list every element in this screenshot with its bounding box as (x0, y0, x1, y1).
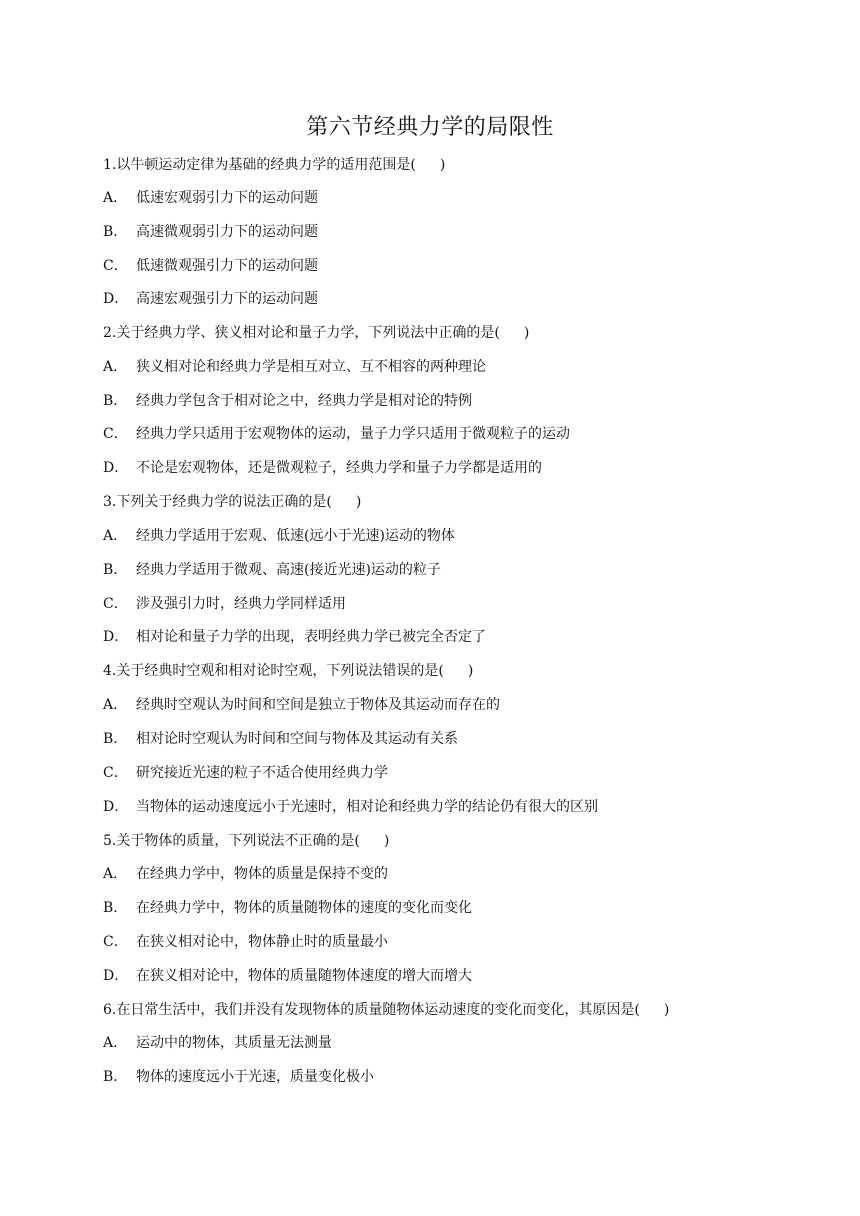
option-text: 在狭义相对论中，物体的质量随物体速度的增大而增大 (136, 968, 472, 984)
option-letter: A． (103, 866, 128, 882)
question-2-option-d (103, 458, 542, 478)
question-3-option-b (103, 560, 441, 580)
question-1-option-a (103, 188, 318, 208)
question-stem-text: 6.在日常生活中，我们并没有发现物体的质量随物体运动速度的变化而变化，其原因是( (103, 1002, 640, 1018)
option-letter: D． (103, 799, 129, 815)
question-6-option-a (103, 1033, 332, 1053)
option-letter: C． (103, 934, 128, 950)
option-letter: B． (103, 1069, 128, 1085)
question-4-option-c (103, 763, 388, 783)
option-text: 高速微观弱引力下的运动问题 (136, 224, 318, 240)
option-letter: A． (103, 359, 128, 375)
question-5-option-a (103, 864, 388, 884)
question-1-stem (103, 155, 445, 175)
question-3-option-d (103, 627, 486, 647)
question-4-option-a (103, 695, 500, 715)
question-4-option-b (103, 729, 458, 749)
option-letter: A． (103, 697, 128, 713)
question-1-option-d (103, 289, 318, 309)
option-text: 不论是宏观物体，还是微观粒子，经典力学和量子力学都是适用的 (136, 460, 542, 476)
option-text: 涉及强引力时，经典力学同样适用 (136, 596, 346, 612)
question-5-stem (103, 831, 389, 851)
option-text: 高速宏观强引力下的运动问题 (136, 291, 318, 307)
answer-paren-close: ) (439, 157, 446, 173)
option-letter: B． (103, 562, 128, 578)
option-letter: D． (103, 968, 129, 984)
option-letter: D． (103, 460, 129, 476)
option-letter: D． (103, 291, 129, 307)
answer-paren-close: ) (467, 663, 474, 679)
question-4-stem (103, 661, 473, 681)
option-text: 运动中的物体，其质量无法测量 (136, 1035, 332, 1051)
option-text: 相对论时空观认为时间和空间与物体及其运动有关系 (136, 731, 458, 747)
option-text: 经典力学适用于宏观、低速(远小于光速)运动的物体 (136, 528, 455, 544)
option-letter: B． (103, 900, 128, 916)
question-2-option-c (103, 424, 570, 444)
question-stem-text: 2.关于经典力学、狭义相对论和量子力学，下列说法中正确的是( (103, 325, 500, 341)
option-text: 经典力学包含于相对论之中，经典力学是相对论的特例 (136, 393, 472, 409)
question-1-option-c (103, 256, 318, 276)
question-3-option-c (103, 594, 346, 614)
option-text: 在狭义相对论中，物体静止时的质量最小 (136, 934, 388, 950)
option-text: 相对论和量子力学的出现，表明经典力学已被完全否定了 (136, 629, 486, 645)
option-text: 经典力学只适用于宏观物体的运动，量子力学只适用于微观粒子的运动 (136, 426, 570, 442)
option-text: 研究接近光速的粒子不适合使用经典力学 (136, 765, 388, 781)
option-letter: B． (103, 224, 128, 240)
question-5-option-b (103, 898, 472, 918)
answer-paren-close: ) (523, 325, 530, 341)
question-6-stem (103, 1000, 669, 1020)
question-5-option-d (103, 966, 472, 986)
option-text: 狭义相对论和经典力学是相互对立、互不相容的两种理论 (136, 359, 486, 375)
question-3-stem (103, 492, 361, 512)
option-text: 经典时空观认为时间和空间是独立于物体及其运动而存在的 (136, 697, 500, 713)
option-letter: C． (103, 258, 128, 274)
question-6-option-b (103, 1067, 374, 1087)
option-text: 当物体的运动速度远小于光速时，相对论和经典力学的结论仍有很大的区别 (136, 799, 598, 815)
answer-paren-close: ) (383, 833, 390, 849)
option-letter: B． (103, 393, 128, 409)
question-5-option-c (103, 932, 388, 952)
option-text: 物体的速度远小于光速，质量变化极小 (136, 1069, 374, 1085)
option-text: 在经典力学中，物体的质量是保持不变的 (136, 866, 388, 882)
answer-paren-close: ) (355, 494, 362, 510)
option-text: 低速宏观弱引力下的运动问题 (136, 190, 318, 206)
option-letter: A． (103, 190, 128, 206)
question-stem-text: 1.以牛顿运动定律为基础的经典力学的适用范围是( (103, 157, 416, 173)
question-4-option-d (103, 797, 598, 817)
option-letter: C． (103, 765, 128, 781)
question-2-option-b (103, 391, 472, 411)
option-text: 低速微观强引力下的运动问题 (136, 258, 318, 274)
question-2-option-a (103, 357, 486, 377)
option-text: 在经典力学中，物体的质量随物体的速度的变化而变化 (136, 900, 472, 916)
answer-paren-close: ) (663, 1002, 670, 1018)
option-letter: A． (103, 528, 128, 544)
option-letter: C． (103, 426, 128, 442)
question-3-option-a (103, 526, 455, 546)
question-stem-text: 4.关于经典时空观和相对论时空观，下列说法错误的是( (103, 663, 444, 679)
question-stem-text: 5.关于物体的质量，下列说法不正确的是( (103, 833, 360, 849)
page-title: 第六节经典力学的局限性 (306, 115, 554, 140)
option-letter: D． (103, 629, 129, 645)
option-letter: A． (103, 1035, 128, 1051)
option-letter: B． (103, 731, 128, 747)
question-1-option-b (103, 222, 318, 242)
question-2-stem (103, 323, 529, 343)
question-stem-text: 3.下列关于经典力学的说法正确的是( (103, 494, 332, 510)
option-letter: C． (103, 596, 128, 612)
option-text: 经典力学适用于微观、高速(接近光速)运动的粒子 (136, 562, 441, 578)
